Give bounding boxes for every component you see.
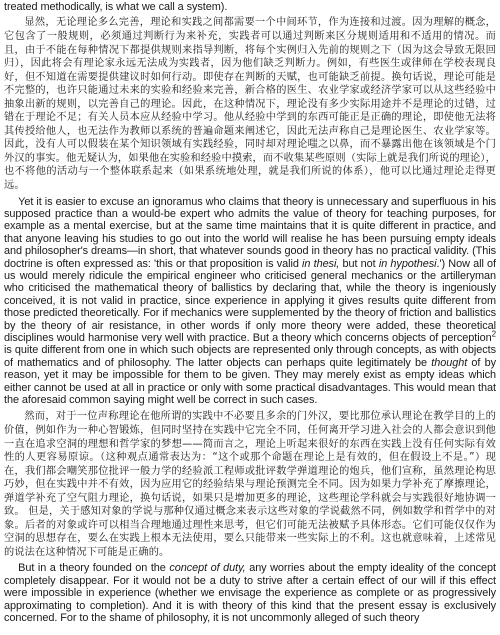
text-run: Yet it is easier to excuse an ignoramus who claims that theory is unnecessary and superfluous in his supposed practice than a would-be expert who admits the value of theory for teaching purposes, for example as a mental exercise, but at the same time maintains that it is quite different in practice, and that anyone leaving his studies to go out into the world will realise he has been pursuing empty ideals and philosopher's dreams—in short, that whatever sounds good in theory has no practical validity. (This doctrine is often expressed as: 'this or that proposition is valid xyxy=(4,195,496,270)
emphasis-thought: thought xyxy=(431,356,468,369)
text-run: 显然，无论理论多么完善，理论和实践之间都需要一个中间环节，作为连接和过渡。因为理解的概念，它包含了一般规则，必须通过判断行为来补充，实践者可以通过判断来区分规则适用和不适用的情况。而且，由于不能在每种情况下都提供规则来指导判断，将每个实例归入先前的规则之下（因为这会导致无限回归），因此将会有理论家永远无法成为实践者，因为他们缺乏判断力。例如，有些医生或律师在学校表现良好，但不知道在需要提供建议时如何行动。即使存在判断的天赋，也可能缺乏前提。换句话说，理论可能是不完整的，也许只能通过未来的实验和经验来完善，新合格的医生、农业学家或经济学家可以从这些经验中抽象出新的规则，以完善自己的理论。因此，在这种情况下，理论没有多少实际用途并不是理论的过错，过错在于理论不足；有关人员本应从经验中学习。他从经验中学到的东西可能正是正确的理论，即使他无法将其传授给他人，也无法作为教师以系统的普遍命题来阐述它，因此无法声称自己是理论医生、农业学家等。因此，没有人可以假装在某个知识领域有实践经验，同时却对理论嗤之以鼻，而不暴露出他在该领域是个门外汉的事实。他无疑认为，如果他在实验和经验中摸索，而不收集某些原则（实际上就是我们所说的理论），也不将他的活动与一个整体联系起来（如果系统地处理，就是我们所说的体系），他可以比通过理论走得更远。 xyxy=(4,17,496,191)
text-run: treated methodically, is what we call a system). xyxy=(4,1,228,13)
emphasis-in-hypothesi: in hypothesi xyxy=(378,257,437,270)
paragraph-cn-ignoramus xyxy=(4,410,496,559)
text-run: 然而，对于一位声称理论在他所谓的实践中不必要且多余的门外汉，要比那位承认理论在教学目的上的价值，例如作为一种心智锻炼，但同时坚持在实践中它完全不同，任何离开学习进入社会的人都会意识到他一直在追求空洞的理想和哲学家的梦想——简而言之，理论上听起来很好的东西在实践上没有任何实际有效性的人更容易原谅。（这种观点通常表达为：“这个或那个命题在理论上是有效的，但在假设上不是。”）现在，我们都会嘲笑那位批评一般力学的经验派工程师或批评数学弹道理论的炮兵，他们宣称，虽然理论构思巧妙，但在实践中并不有效，因为应用它的经验结果与理论预测完全不同。因为如果力学补充了摩擦理论，弹道学补充了空气阻力理论，换句话说，如果只是增加更多的理论，这些理论学科就会与实践很好地协调一致。 但是，关于感知对象的学说与那种仅通过概念来表示这些对象的学说截然不同，例如数学和哲学中的对象。后者的对象或许可以相当合理地通过理性来思考，但它们可能无法被赋予具体形态。它们可能仅仅作为空洞的思想存在，要么在实践上根本无法使用，要么只能带来一些实际上的不利。这也就意味着，上述常见的说法在这种情况下可能是正确的。 xyxy=(4,411,496,558)
paragraph-cn-system xyxy=(4,16,496,192)
text-run: But in a theory founded on the xyxy=(18,562,170,575)
paragraph-en-opening xyxy=(4,1,496,13)
text-run: but not xyxy=(339,257,379,270)
emphasis-concept-of-duty: concept of duty, xyxy=(169,562,246,575)
text-run: any worries about the empty ideality of the concept completely disappear. For it would not be a duty to strive after a certain effect of our will if this effect were impossible in experience (whether we envisage the experience as complete or as progressively approximating to completion). And it is with theory of this kind that the present essay is exclusively concerned. For to the shame of philosophy, it is not uncommonly alleged of such theory xyxy=(4,562,496,625)
text-run: of by reason, yet it may be impossible for them to be given. They may merely exist as empty ideas which either cannot be used at all in practice or only with some practical disadvantages. This would mean that the aforesaid common saying might well be correct in such cases. xyxy=(4,356,496,407)
paragraph-en-ignoramus xyxy=(4,196,496,407)
text-run: is quite different from one in which such objects are represented only through concepts, as with objects of mathematics and of philosophy. The latter objects can perhaps quite legitimately be xyxy=(4,344,496,369)
paragraph-en-duty xyxy=(4,562,496,624)
text-run: .') Now all of us would merely ridicule the empirical engineer who criticised general mechanics or the artilleryman who criticised the mathematical theory of ballistics by declaring that, while the theory is ingeniously conceived, it is not valid in practice, since experience in applying it gives results quite different from those predicted theoretically. For if mechanics were supplemented by the theory of friction and ballistics by the theory of air resistance, in other words if only more theory were added, these theoretical disciplines would harmonise very well with practice. But a theory which concerns objects of perception xyxy=(4,257,496,344)
emphasis-in-thesi: in thesi, xyxy=(302,257,340,270)
footnote-marker: 2 xyxy=(491,329,496,339)
